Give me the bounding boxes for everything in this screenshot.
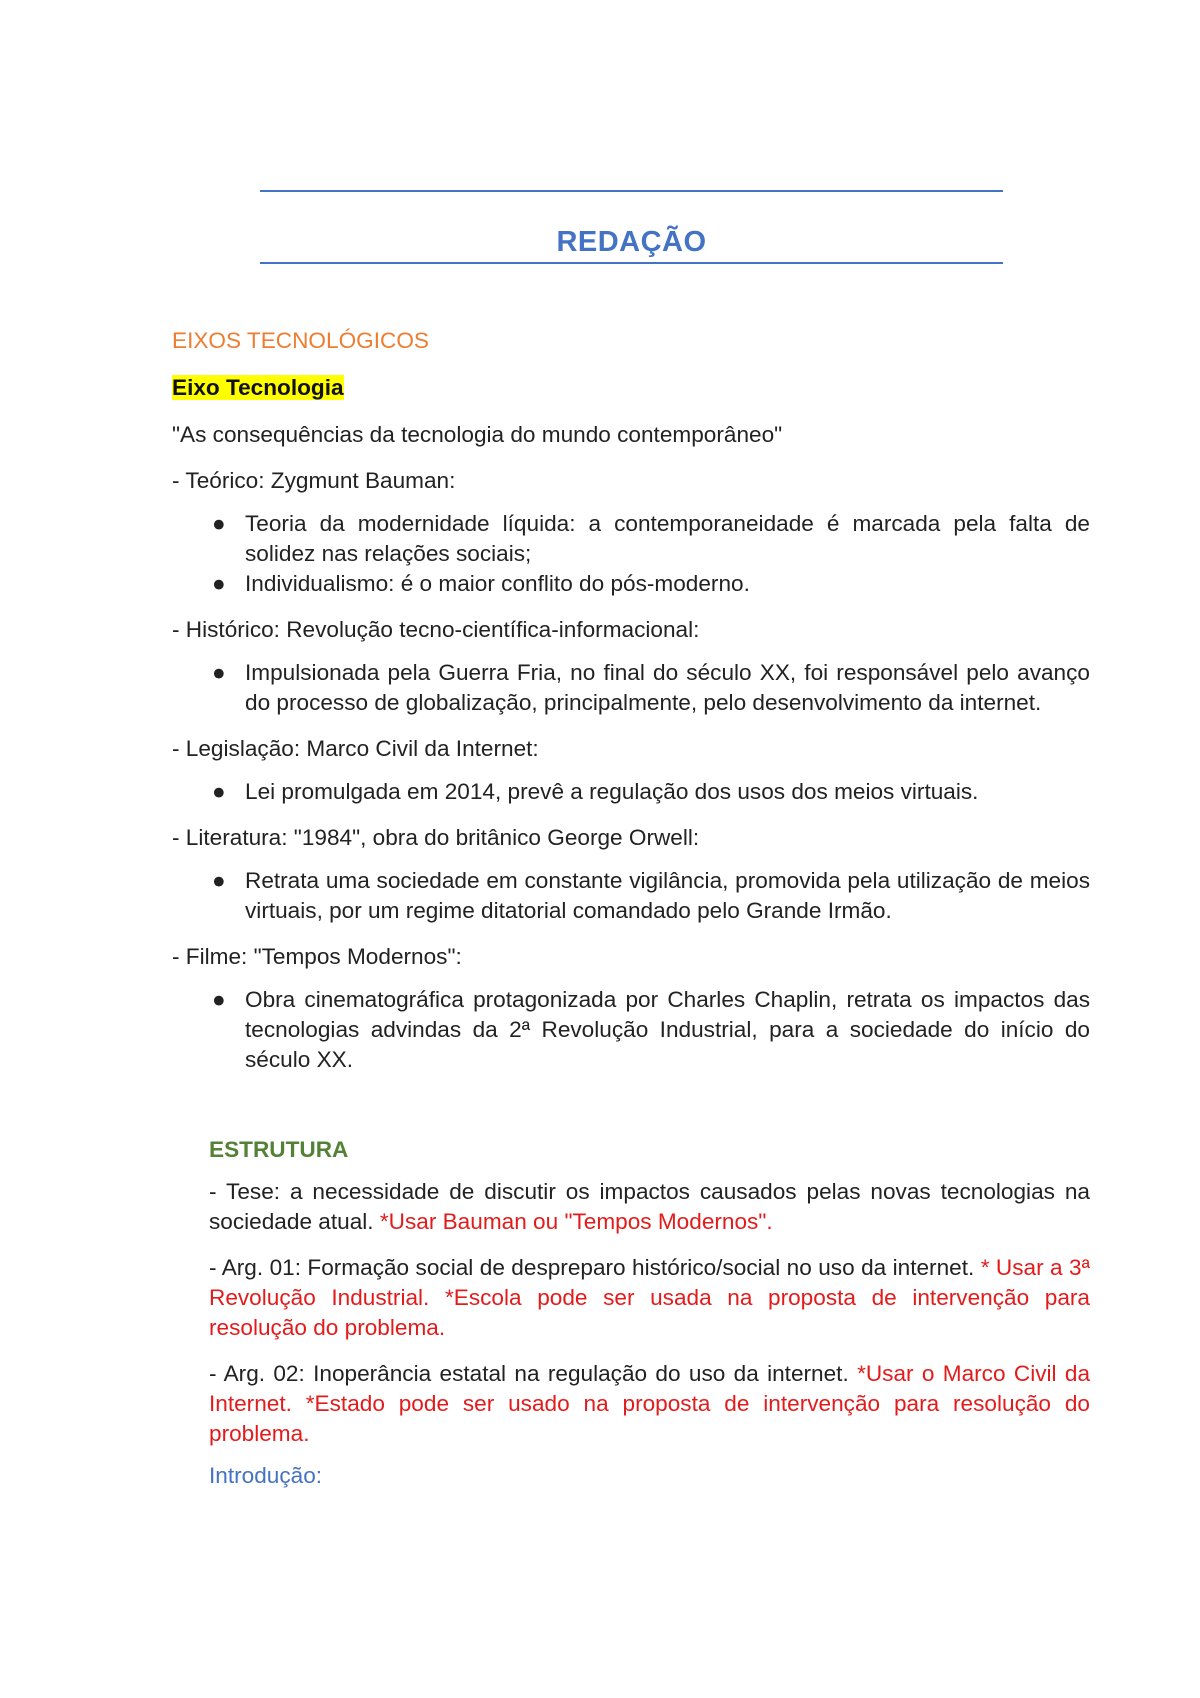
list-item-text: Obra cinematográfica protagonizada por Charles Chaplin, retrata os impactos das tecnologias advindas da 2ª Revolução Industrial, para a sociedade do início do século XX. xyxy=(245,987,1090,1072)
historico-label: - Histórico: Revolução tecno-científica-informacional: xyxy=(172,617,700,642)
list-item-text: Retrata uma sociedade em constante vigilância, promovida pela utilização de meios virtuais, por um regime ditatorial comandado pelo Grande Irmão. xyxy=(245,868,1090,923)
bullet-icon: ● xyxy=(212,987,226,1012)
tese-note: *Usar Bauman ou "Tempos Modernos". xyxy=(379,1209,773,1234)
legislacao-list xyxy=(172,777,1090,807)
bullet-icon: ● xyxy=(212,660,226,685)
bullet-icon: ● xyxy=(212,868,226,893)
arg1-note: * Usar a 3ª Revolução Industrial. *Escola pode ser usada na proposta de intervenção para resolução do problema. xyxy=(209,1255,1090,1340)
historico-list xyxy=(172,658,1090,718)
list-item-text: Individualismo: é o maior conflito do pós-moderno. xyxy=(245,571,750,596)
arg1-text: - Arg. 01: Formação social de despreparo histórico/social no uso da internet. xyxy=(209,1255,981,1280)
arg2-text: - Arg. 02: Inoperância estatal na regulação do uso da internet. xyxy=(209,1361,858,1386)
bullet-icon: ● xyxy=(212,571,226,596)
arg2-note: *Usar o Marco Civil da Internet. *Estado pode ser usado na proposta de intervenção para resolução do problema. xyxy=(209,1361,1091,1446)
estrutura-section xyxy=(209,1135,1090,1491)
list-item-text: Lei promulgada em 2014, prevê a regulação dos usos dos meios virtuais. xyxy=(245,779,979,804)
list-item-text: Teoria da modernidade líquida: a contemporaneidade é marcada pela falta de solidez nas relações sociais; xyxy=(245,511,1090,566)
filme-label: - Filme: "Tempos Modernos": xyxy=(172,944,462,969)
list-item xyxy=(172,777,1090,807)
literatura-list xyxy=(172,866,1090,926)
introducao-label: Introdução: xyxy=(209,1463,323,1488)
list-item xyxy=(172,866,1090,926)
arg2-paragraph xyxy=(209,1359,1090,1449)
tese-paragraph xyxy=(209,1177,1090,1237)
tese-text: - Tese: a necessidade de discutir os impactos causados pelas novas tecnologias na sociedade atual. xyxy=(209,1179,1090,1234)
bullet-icon: ● xyxy=(212,511,226,536)
title-top-rule xyxy=(260,190,1003,192)
list-item xyxy=(172,658,1090,718)
estrutura-heading: ESTRUTURA xyxy=(209,1137,349,1162)
arg1-paragraph xyxy=(209,1253,1090,1343)
teorico-list xyxy=(172,509,1090,599)
list-item xyxy=(172,569,1090,599)
theme-quote: "As consequências da tecnologia do mundo contemporâneo" xyxy=(172,422,783,447)
teorico-label: - Teórico: Zygmunt Bauman: xyxy=(172,468,456,493)
list-item xyxy=(172,985,1090,1075)
topic-label xyxy=(172,373,1090,403)
document-body xyxy=(172,326,1090,1507)
list-item-text: Impulsionada pela Guerra Fria, no final do século XX, foi responsável pelo avanço do processo de globalização, principalmente, pelo desenvolvimento da internet. xyxy=(245,660,1090,715)
filme-list xyxy=(172,985,1090,1075)
section-heading: EIXOS TECNOLÓGICOS xyxy=(172,328,429,353)
legislacao-label: - Legislação: Marco Civil da Internet: xyxy=(172,736,539,761)
topic-highlight: Eixo Tecnologia xyxy=(172,375,344,400)
title-bottom-rule xyxy=(260,262,1003,264)
bullet-icon: ● xyxy=(212,779,226,804)
literatura-label: - Literatura: "1984", obra do britânico George Orwell: xyxy=(172,825,700,850)
list-item xyxy=(172,509,1090,569)
page-title: REDAÇÃO xyxy=(556,226,707,258)
